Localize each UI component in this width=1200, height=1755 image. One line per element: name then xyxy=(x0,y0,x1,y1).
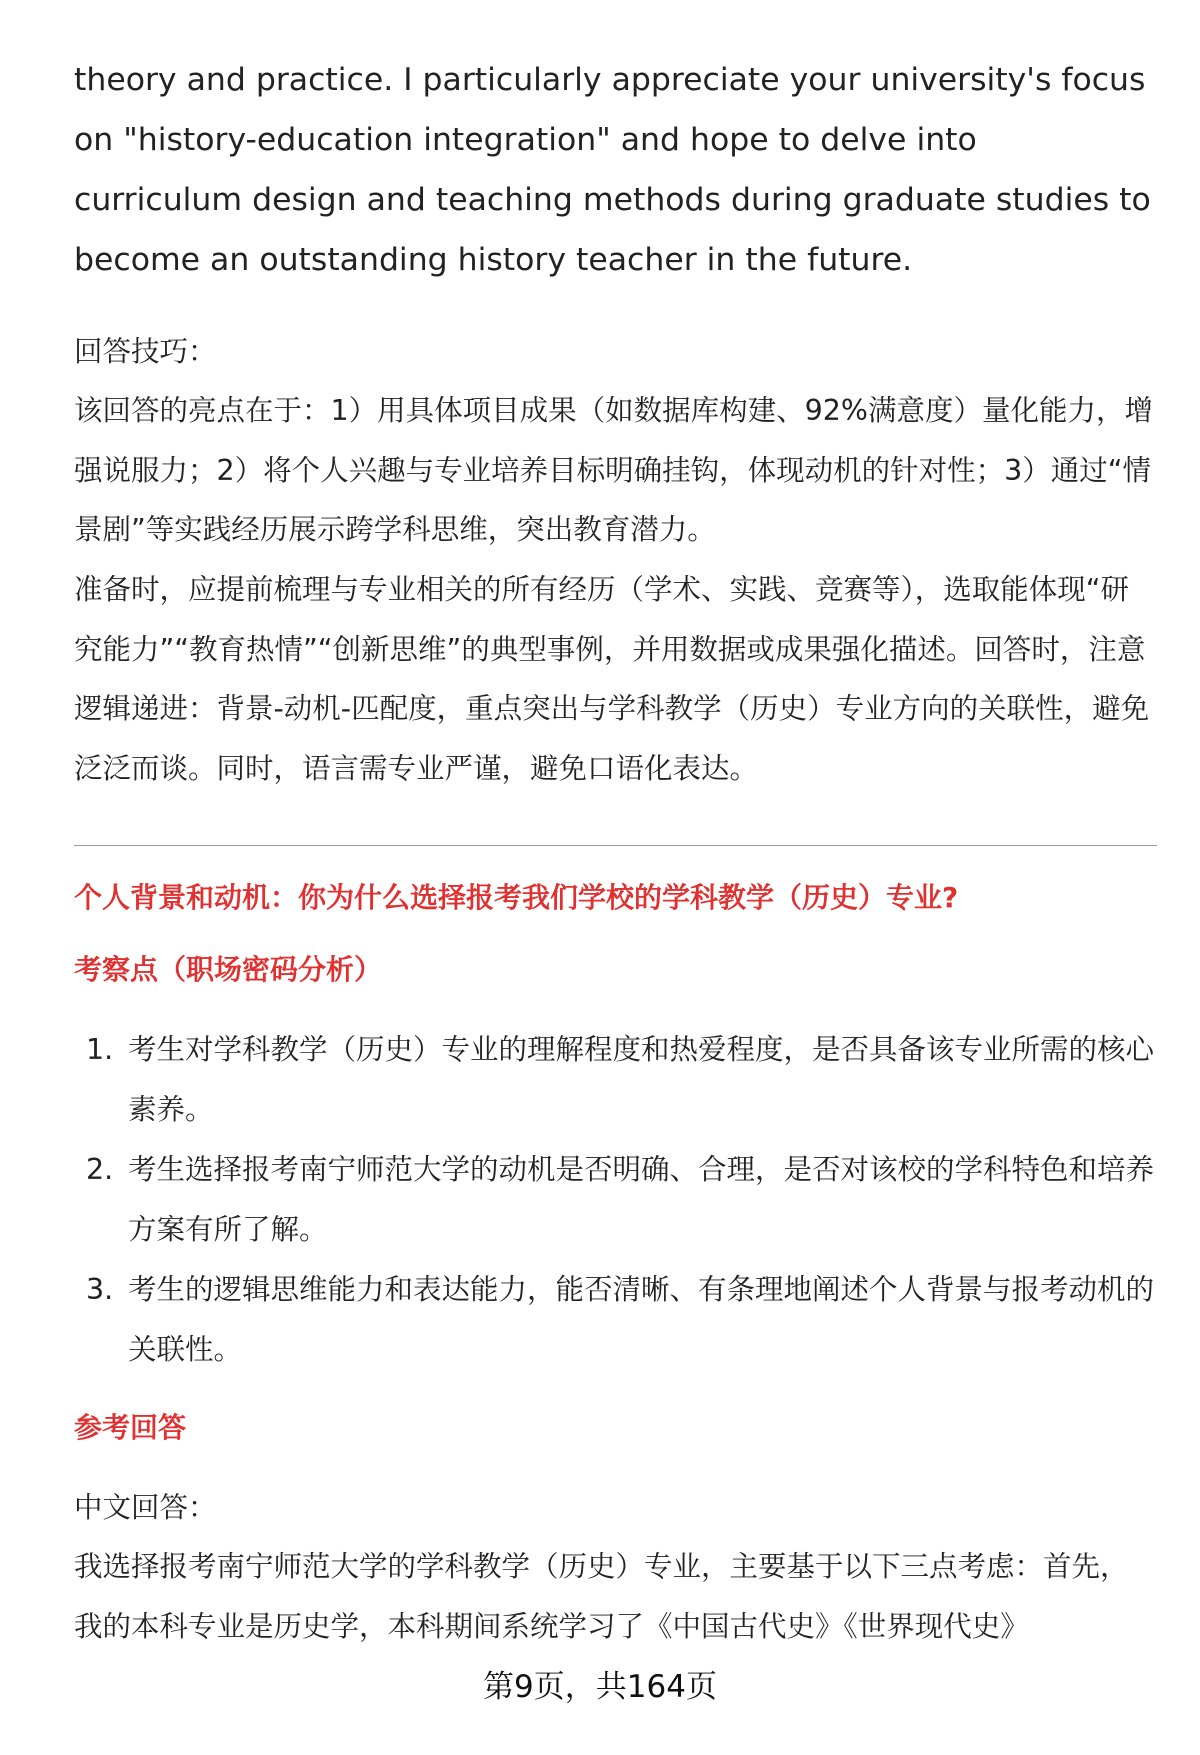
list-item-text: 考生的逻辑思维能力和表达能力，能否清晰、有条理地阐述个人背景与报考动机的关联性。 xyxy=(128,1273,1155,1366)
tips-paragraph-1: 该回答的亮点在于：1）用具体项目成果（如数据库构建、92%满意度）量化能力，增强说服力；2）将个人兴趣与专业培养目标明确挂钩，体现动机的针对性；3）通过“情景剧”等实践经历展示跨学科思维，突出教育潜力。 xyxy=(74,394,1153,546)
list-item xyxy=(74,1260,1157,1380)
reference-answer-title: 参考回答 xyxy=(74,1411,187,1444)
list-item-number: 1. xyxy=(86,1033,114,1066)
tips-label: 回答技巧： xyxy=(74,335,217,368)
list-item-number: 2. xyxy=(86,1153,114,1186)
question-title: 个人背景和动机：你为什么选择报考我们学校的学科教学（历史）专业? xyxy=(74,881,959,914)
section-divider xyxy=(74,845,1157,846)
assessment-points-list xyxy=(74,1020,1157,1380)
chinese-answer-label: 中文回答： xyxy=(74,1491,217,1524)
tips-paragraph-2: 准备时，应提前梳理与专业相关的所有经历（学术、实践、竞赛等），选取能体现“研究能力”“教育热情”“创新思维”的典型事例，并用数据或成果强化描述。回答时，注意逻辑递进：背景-动机-匹配度，重点突出与学科教学（历史）专业方向的关联性，避免泛泛而谈。同时，语言需专业严谨，避免口语化表达。 xyxy=(74,573,1150,785)
list-item-text: 考生选择报考南宁师范大学的动机是否明确、合理，是否对该校的学科特色和培养方案有所了解。 xyxy=(128,1153,1155,1246)
list-item-number: 3. xyxy=(86,1273,114,1306)
assessment-points-title: 考察点（职场密码分析） xyxy=(74,953,383,986)
list-item xyxy=(74,1020,1157,1140)
list-item xyxy=(74,1140,1157,1260)
list-item-text: 考生对学科教学（历史）专业的理解程度和热爱程度，是否具备该专业所需的核心素养。 xyxy=(128,1033,1155,1126)
chinese-answer-text: 我选择报考南宁师范大学的学科教学（历史）专业，主要基于以下三点考虑：首先，我的本科专业是历史学，本科期间系统学习了《中国古代史》《世界现代史》 xyxy=(74,1550,1129,1643)
english-paragraph: theory and practice. I particularly appreciate your university's focus on "history-education integration" and hope to delve into curriculum design and teaching methods during graduate studies to become an outstanding history teacher in the future. xyxy=(74,62,1151,278)
page-footer: 第9页，共164页 xyxy=(483,1669,717,1705)
